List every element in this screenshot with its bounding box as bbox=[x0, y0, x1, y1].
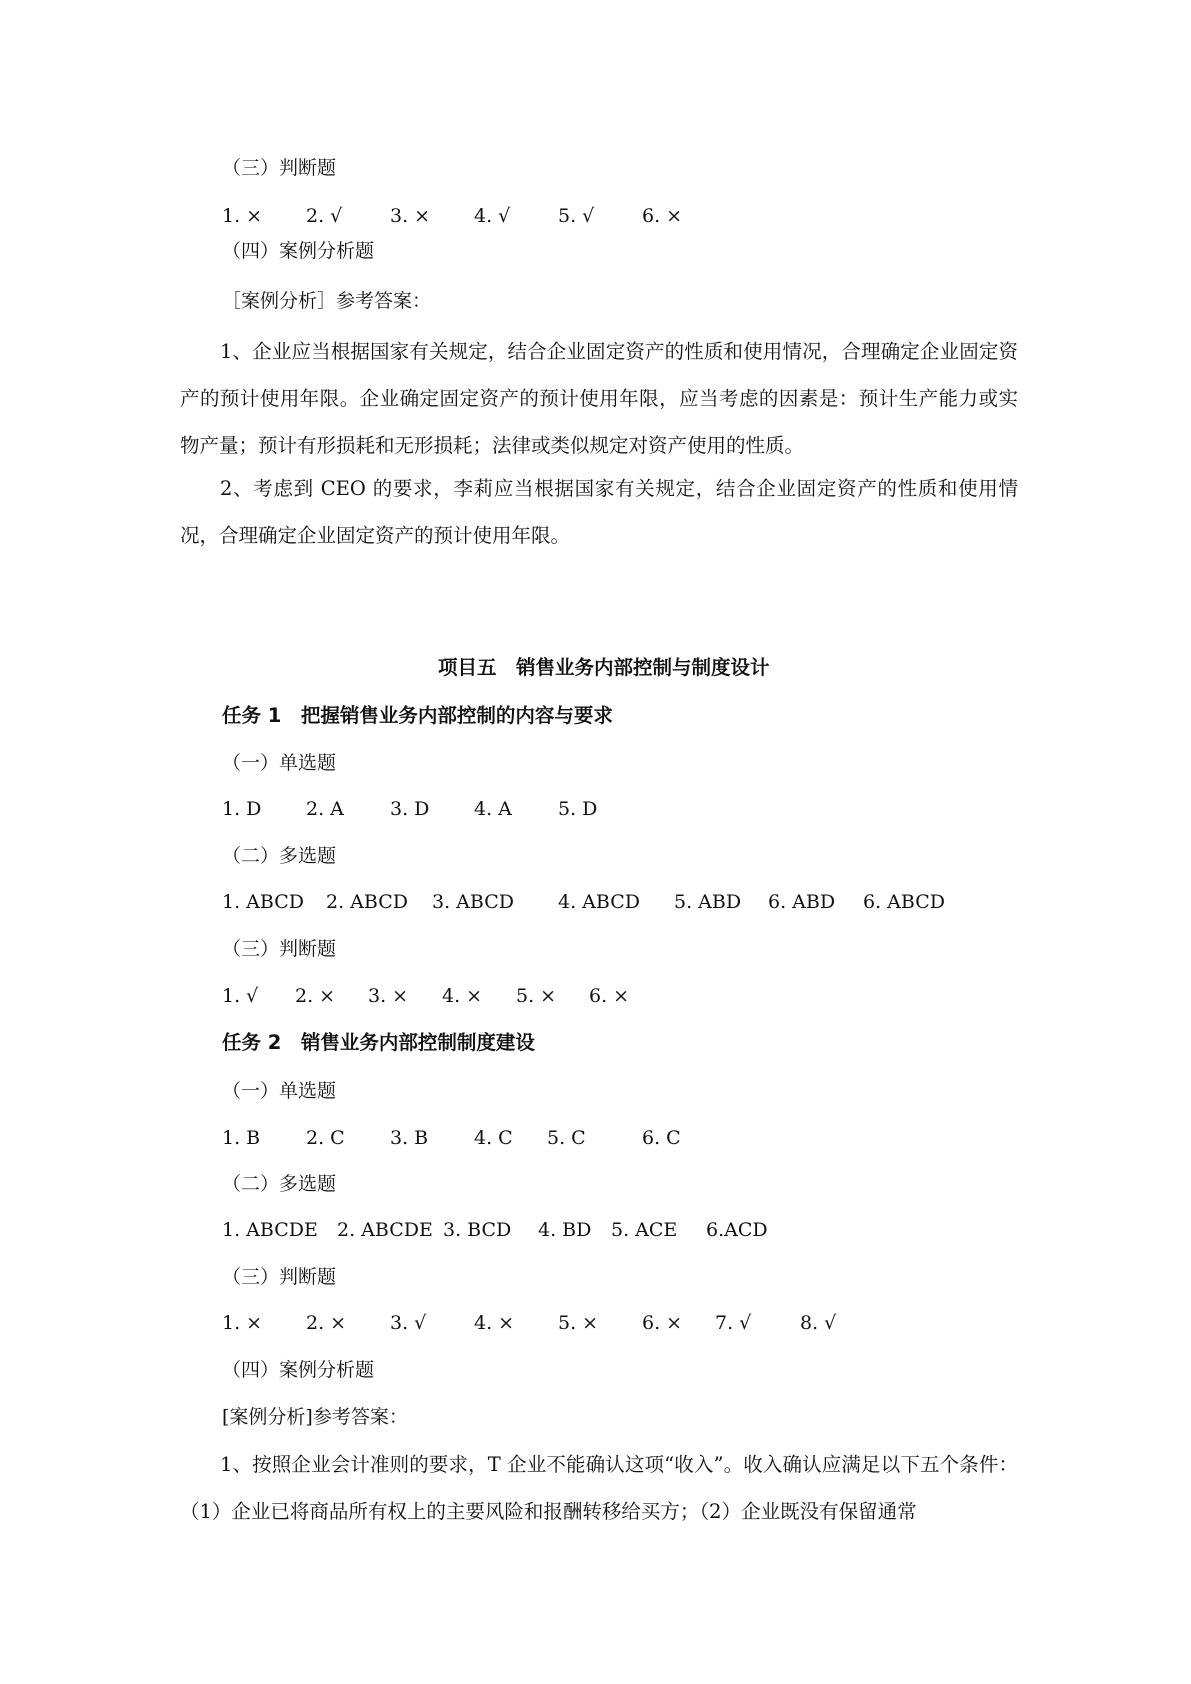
answer-item: 1. B bbox=[222, 1127, 261, 1149]
answer-item: 3. ABCD bbox=[432, 891, 514, 913]
single-choice-heading: （一）单选题 bbox=[222, 1080, 337, 1102]
judgment-heading: （三）判断题 bbox=[222, 157, 337, 179]
answer-item: 4. × bbox=[442, 985, 483, 1007]
answer-item: 4. √ bbox=[474, 205, 511, 227]
answer-item: 5. C bbox=[547, 1127, 586, 1149]
answer-item: 3. D bbox=[390, 798, 430, 820]
answer-item: 1. √ bbox=[222, 985, 259, 1007]
answer-item: 6. ABD bbox=[768, 891, 836, 913]
answer-item: 3. √ bbox=[390, 1312, 427, 1334]
answer-item: 6. × bbox=[642, 1312, 683, 1334]
case-heading: （四）案例分析题 bbox=[222, 240, 375, 262]
answer-item: 1. × bbox=[222, 205, 263, 227]
answer-item: 2. × bbox=[295, 985, 336, 1007]
case-heading: （四）案例分析题 bbox=[222, 1359, 375, 1381]
answer-item: 1. D bbox=[222, 798, 262, 820]
case-answer-paragraph-1: 1、按照企业会计准则的要求，T 企业不能确认这项“收入”。收入确认应满足以下五个条件：（1）企业已将商品所有权上的主要风险和报酬转移给买方；（2）企业既没有保留通常 bbox=[180, 1453, 1018, 1523]
answer-item: 2. C bbox=[306, 1127, 345, 1149]
case-answer-paragraph-1: 1、企业应当根据国家有关规定，结合企业固定资产的性质和使用情况，合理确定企业固定资产的预计使用年限。企业确定固定资产的预计使用年限，应当考虑的因素是：预计生产能力或实物产量；预计有形损耗和无形损耗；法律或类似规定对资产使用的性质。 bbox=[180, 340, 1018, 457]
answer-item: 2. ABCD bbox=[326, 891, 408, 913]
answer-item: 6. ABCD bbox=[863, 891, 945, 913]
answer-item: 4. × bbox=[474, 1312, 515, 1334]
answer-item: 4. ABCD bbox=[558, 891, 640, 913]
case-reference-label: ［案例分析］参考答案： bbox=[222, 290, 432, 312]
multiple-choice-heading: （二）多选题 bbox=[222, 845, 337, 867]
judgment-heading: （三）判断题 bbox=[222, 1266, 337, 1288]
answer-item: 4. C bbox=[474, 1127, 513, 1149]
answer-item: 5. × bbox=[516, 985, 557, 1007]
answer-item: 3. BCD bbox=[443, 1219, 512, 1241]
answer-item: 6. × bbox=[642, 205, 683, 227]
answer-item: 3. × bbox=[390, 205, 431, 227]
project-title: 项目五 销售业务内部控制与制度设计 bbox=[438, 656, 770, 679]
answer-item: 2. ABCDE bbox=[337, 1219, 433, 1241]
multiple-choice-heading: （二）多选题 bbox=[222, 1173, 337, 1195]
case-reference-label: [案例分析]参考答案： bbox=[222, 1406, 408, 1428]
answer-item: 6.ACD bbox=[706, 1219, 768, 1241]
answer-item: 4. BD bbox=[538, 1219, 592, 1241]
answer-item: 4. A bbox=[474, 798, 512, 820]
answer-item: 5. D bbox=[558, 798, 598, 820]
answer-item: 8. √ bbox=[800, 1312, 837, 1334]
answer-item: 6. × bbox=[589, 985, 630, 1007]
answer-item: 2. √ bbox=[306, 205, 343, 227]
single-choice-heading: （一）单选题 bbox=[222, 752, 337, 774]
task-2-title: 任务 2 销售业务内部控制制度建设 bbox=[222, 1031, 535, 1054]
answer-item: 1. ABCD bbox=[222, 891, 304, 913]
judgment-heading: （三）判断题 bbox=[222, 938, 337, 960]
case-answer-paragraph-2: 2、考虑到 CEO 的要求，李莉应当根据国家有关规定，结合企业固定资产的性质和使用情况，合理确定企业固定资产的预计使用年限。 bbox=[180, 477, 1018, 547]
answer-item: 3. × bbox=[368, 985, 409, 1007]
answer-item: 3. B bbox=[390, 1127, 429, 1149]
answer-item: 5. ACE bbox=[611, 1219, 678, 1241]
answer-item: 1. ABCDE bbox=[222, 1219, 318, 1241]
answer-item: 5. ABD bbox=[674, 891, 742, 913]
answer-item: 2. A bbox=[306, 798, 344, 820]
answer-item: 5. × bbox=[558, 1312, 599, 1334]
task-1-title: 任务 1 把握销售业务内部控制的内容与要求 bbox=[222, 704, 613, 727]
answer-item: 2. × bbox=[306, 1312, 347, 1334]
answer-item: 7. √ bbox=[715, 1312, 752, 1334]
answer-item: 1. × bbox=[222, 1312, 263, 1334]
answer-item: 6. C bbox=[642, 1127, 681, 1149]
answer-item: 5. √ bbox=[558, 205, 595, 227]
